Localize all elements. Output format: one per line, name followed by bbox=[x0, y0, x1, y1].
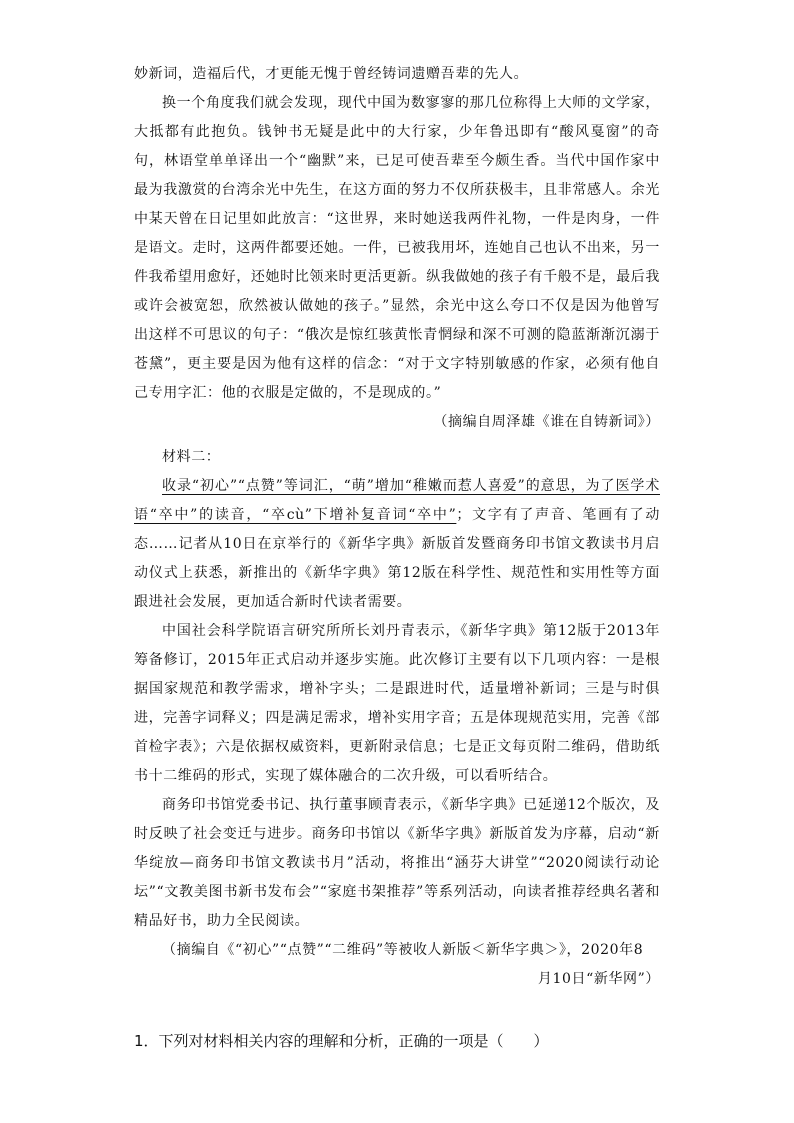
reading-passage bbox=[134, 60, 660, 994]
material2-paragraph-2: 中国社会科学院语言研究所所长刘丹青表示，《新华字典》第12版于2013年筹备修订，2015年正式启动并逐步实施。此次修订主要有以下几项内容：一是根据国家规范和教学需求，增补字头；二是跟进时代，适量增补新词；三是与时俱进，完善字词释义；四是满足需求，增补实用字音；五是体现规范实用，完善《部首检字表》；六是依据权威资料，更新附录信息；七是正文每页附二维码，借助纸书十二维码的形式，实现了媒体融合的二次升级，可以看听结合。 bbox=[134, 623, 660, 784]
material1-paragraph-1: 换一个角度我们就会发现，现代中国为数寥寥的那几位称得上大师的文学家，大抵都有此抱负。钱钟书无疑是此中的大行家，少年鲁迅即有“酸风戛窗”的奇句，林语堂单单译出一个“幽默”来，已足可使吾辈至今颇生香。当代中国作家中最为我激赏的台湾余光中先生，在这方面的努力不仅所获极丰，且非常感人。余光中某天曾在日记里如此放言：“这世界，来时她送我两件礼物，一件是肉身，一件是语文。走时，这两件都要还她。一件，已被我用坏，连她自己也认不出来，另一件我希望用愈好，还她时比领来时更活更新。纵我做她的孩子有千般不是，最后我或许会被宽恕，欣然被认做她的孩子。”显然，余光中这么夸口不仅是因为他曾写出这样不可思议的句子：“俄次是惊红骇黄怅青惘绿和深不可测的隐蓝渐渐沉溺于苍黛”，更主要是因为他有这样的信念：“对于文字特别敏感的作家，必须有他自己专用字汇：他的衣服是定做的，不是现成的。” bbox=[134, 95, 660, 401]
material2-paragraph-1 bbox=[134, 472, 660, 617]
question-1: 1．下列对材料相关内容的理解和分析，正确的一项是（ ） bbox=[134, 1032, 549, 1050]
material1-source: （摘编自周泽雄《谁在自铸新词》） bbox=[433, 414, 660, 430]
material2-heading: 材料二： bbox=[162, 449, 221, 465]
material2-source-line-2: 月10日“新华网”） bbox=[537, 971, 660, 987]
material2-paragraph-3: 商务印书馆党委书记、执行董事顾青表示，《新华字典》已延递12个版次，及时反映了社会变迁与进步。商务印书馆以《新华字典》新版首发为序幕，启动“新华绽放—商务印书馆文教读书月”活动，将推出“涵芬大讲堂”“2020阅读行动论坛”“文教美图书新书发布会”“家庭书架推荐”等系列活动，向读者推荐经典名著和精品好书，助力全民阅读。 bbox=[134, 797, 660, 929]
material2-paragraph-1-rest: ；文字有了声音、笔画有了动态……记者从10日在京举行的《新华字典》新版首发暨商务印书馆文教读书月启动仪式上获悉，新推出的《新华字典》第12版在科学性、规范性和实用性等方面跟进社会发展，更加适合新时代读者需要。 bbox=[134, 507, 660, 610]
material2-source-line-1: （摘编自《“初心”“点赞”“二维码”等被收人新版＜新华字典＞》，2020年8 bbox=[162, 942, 644, 958]
material1-paragraph-0: 妙新词，造福后代，才更能无愧于曾经铸词遗赠吾辈的先人。 bbox=[134, 66, 529, 82]
underlined-text: 收录“初心”“点赞”等词汇，“萌”增加“稚嫩而惹人喜爱”的意思，为了医学术语“卒中”的读音，“卒cù”下增补复音词“卒中” bbox=[134, 478, 660, 523]
